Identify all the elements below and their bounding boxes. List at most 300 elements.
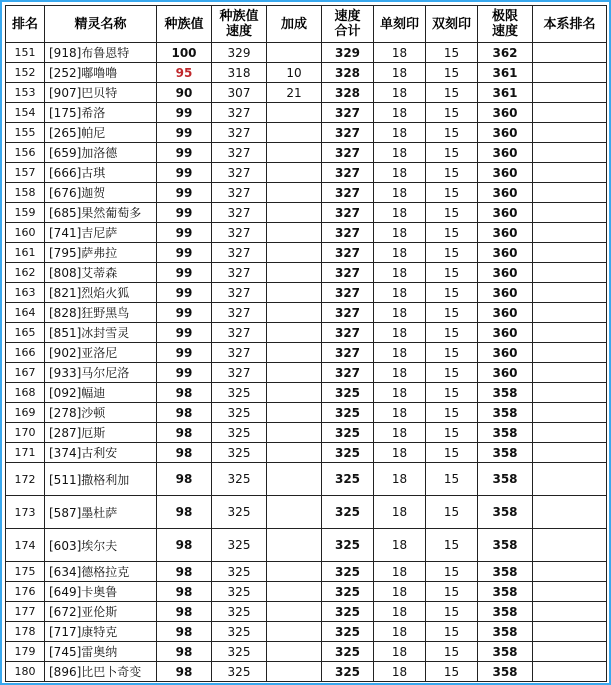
cell-double-mark: 15	[426, 263, 478, 283]
cell-rank: 154	[6, 103, 45, 123]
cell-race-speed: 327	[212, 223, 267, 243]
cell-single-mark: 18	[374, 562, 426, 582]
cell-single-mark: 18	[374, 383, 426, 403]
table-row	[6, 163, 607, 183]
cell-bonus	[267, 403, 322, 423]
cell-race-speed: 327	[212, 303, 267, 323]
table-row	[6, 582, 607, 602]
cell-series-rank	[533, 163, 607, 183]
cell-speed-total: 325	[322, 562, 374, 582]
cell-double-mark: 15	[426, 83, 478, 103]
cell-race-value: 99	[157, 263, 212, 283]
cell-speed-total: 325	[322, 602, 374, 622]
cell-bonus	[267, 582, 322, 602]
cell-speed-total: 325	[322, 403, 374, 423]
cell-series-rank	[533, 443, 607, 463]
cell-race-value: 99	[157, 123, 212, 143]
cell-single-mark: 18	[374, 283, 426, 303]
cell-race-speed: 327	[212, 283, 267, 303]
cell-race-value: 98	[157, 529, 212, 562]
cell-series-rank	[533, 303, 607, 323]
cell-rank: 152	[6, 63, 45, 83]
cell-single-mark: 18	[374, 243, 426, 263]
cell-max-speed: 360	[478, 143, 533, 163]
cell-bonus	[267, 283, 322, 303]
cell-race-value: 98	[157, 443, 212, 463]
cell-max-speed: 360	[478, 283, 533, 303]
cell-series-rank	[533, 263, 607, 283]
cell-max-speed: 358	[478, 423, 533, 443]
cell-series-rank	[533, 243, 607, 263]
cell-bonus	[267, 383, 322, 403]
cell-series-rank	[533, 103, 607, 123]
cell-speed-total: 325	[322, 529, 374, 562]
cell-max-speed: 360	[478, 223, 533, 243]
cell-race-value: 98	[157, 403, 212, 423]
table-row	[6, 143, 607, 163]
cell-bonus	[267, 562, 322, 582]
cell-bonus	[267, 363, 322, 383]
cell-name: [896]比巴卜奇变	[45, 662, 157, 682]
cell-single-mark: 18	[374, 642, 426, 662]
cell-speed-total: 325	[322, 443, 374, 463]
speed-ranking-table	[5, 5, 607, 682]
cell-double-mark: 15	[426, 43, 478, 63]
cell-double-mark: 15	[426, 123, 478, 143]
cell-rank: 178	[6, 622, 45, 642]
cell-rank: 170	[6, 423, 45, 443]
cell-race-speed: 327	[212, 143, 267, 163]
cell-race-speed: 325	[212, 443, 267, 463]
cell-bonus	[267, 496, 322, 529]
cell-name: [717]康特克	[45, 622, 157, 642]
cell-race-speed: 327	[212, 363, 267, 383]
header-row	[6, 6, 607, 43]
cell-speed-total: 327	[322, 163, 374, 183]
table-row	[6, 363, 607, 383]
cell-name: [511]撒格利加	[45, 463, 157, 496]
cell-single-mark: 18	[374, 602, 426, 622]
cell-single-mark: 18	[374, 529, 426, 562]
cell-double-mark: 15	[426, 163, 478, 183]
cell-series-rank	[533, 43, 607, 63]
table-row	[6, 303, 607, 323]
cell-rank: 158	[6, 183, 45, 203]
header-rank: 排名	[6, 6, 45, 43]
table-row	[6, 103, 607, 123]
cell-bonus	[267, 103, 322, 123]
cell-max-speed: 358	[478, 602, 533, 622]
cell-speed-total: 328	[322, 83, 374, 103]
cell-bonus	[267, 143, 322, 163]
cell-race-value: 99	[157, 323, 212, 343]
cell-single-mark: 18	[374, 83, 426, 103]
cell-speed-total: 327	[322, 323, 374, 343]
cell-double-mark: 15	[426, 363, 478, 383]
cell-single-mark: 18	[374, 263, 426, 283]
cell-rank: 172	[6, 463, 45, 496]
cell-rank: 162	[6, 263, 45, 283]
cell-max-speed: 360	[478, 263, 533, 283]
table-row	[6, 323, 607, 343]
cell-rank: 161	[6, 243, 45, 263]
cell-name: [092]幅迪	[45, 383, 157, 403]
cell-max-speed: 358	[478, 662, 533, 682]
table-row	[6, 263, 607, 283]
cell-bonus	[267, 43, 322, 63]
cell-race-speed: 307	[212, 83, 267, 103]
cell-single-mark: 18	[374, 323, 426, 343]
cell-speed-total: 327	[322, 143, 374, 163]
table-row	[6, 223, 607, 243]
cell-race-value: 98	[157, 662, 212, 682]
cell-rank: 157	[6, 163, 45, 183]
header-speed-total: 速度 合计	[322, 6, 374, 43]
cell-speed-total: 327	[322, 203, 374, 223]
cell-speed-total: 325	[322, 662, 374, 682]
cell-double-mark: 15	[426, 63, 478, 83]
cell-max-speed: 360	[478, 243, 533, 263]
table-row	[6, 622, 607, 642]
cell-name: [374]古利安	[45, 443, 157, 463]
cell-race-value: 99	[157, 343, 212, 363]
cell-series-rank	[533, 323, 607, 343]
cell-speed-total: 327	[322, 303, 374, 323]
cell-series-rank	[533, 123, 607, 143]
cell-rank: 171	[6, 443, 45, 463]
cell-bonus	[267, 263, 322, 283]
cell-series-rank	[533, 662, 607, 682]
cell-bonus	[267, 642, 322, 662]
cell-series-rank	[533, 383, 607, 403]
cell-double-mark: 15	[426, 582, 478, 602]
cell-race-value: 98	[157, 383, 212, 403]
cell-speed-total: 328	[322, 63, 374, 83]
cell-bonus	[267, 323, 322, 343]
cell-speed-total: 325	[322, 496, 374, 529]
header-double-mark: 双刻印	[426, 6, 478, 43]
cell-single-mark: 18	[374, 203, 426, 223]
cell-max-speed: 358	[478, 529, 533, 562]
cell-speed-total: 327	[322, 243, 374, 263]
cell-bonus: 21	[267, 83, 322, 103]
cell-name: [933]马尔尼洛	[45, 363, 157, 383]
cell-race-value: 98	[157, 423, 212, 443]
cell-single-mark: 18	[374, 103, 426, 123]
cell-max-speed: 360	[478, 203, 533, 223]
cell-rank: 164	[6, 303, 45, 323]
cell-max-speed: 360	[478, 103, 533, 123]
cell-name: [603]埃尔夫	[45, 529, 157, 562]
cell-bonus	[267, 423, 322, 443]
cell-series-rank	[533, 582, 607, 602]
table-row	[6, 383, 607, 403]
cell-name: [851]冰封雪灵	[45, 323, 157, 343]
cell-speed-total: 327	[322, 183, 374, 203]
cell-max-speed: 358	[478, 383, 533, 403]
cell-max-speed: 360	[478, 303, 533, 323]
cell-race-speed: 325	[212, 463, 267, 496]
cell-series-rank	[533, 343, 607, 363]
cell-race-speed: 327	[212, 243, 267, 263]
cell-max-speed: 358	[478, 562, 533, 582]
cell-name: [287]厄斯	[45, 423, 157, 443]
cell-rank: 160	[6, 223, 45, 243]
cell-race-speed: 325	[212, 496, 267, 529]
cell-max-speed: 360	[478, 363, 533, 383]
header-max-speed: 极限 速度	[478, 6, 533, 43]
cell-name: [902]亚洛尼	[45, 343, 157, 363]
cell-bonus	[267, 622, 322, 642]
cell-single-mark: 18	[374, 343, 426, 363]
cell-max-speed: 358	[478, 582, 533, 602]
header-bonus: 加成	[267, 6, 322, 43]
cell-double-mark: 15	[426, 529, 478, 562]
cell-double-mark: 15	[426, 602, 478, 622]
cell-name: [175]希洛	[45, 103, 157, 123]
cell-rank: 179	[6, 642, 45, 662]
cell-race-speed: 327	[212, 203, 267, 223]
cell-speed-total: 325	[322, 383, 374, 403]
cell-bonus	[267, 443, 322, 463]
cell-bonus	[267, 343, 322, 363]
cell-series-rank	[533, 223, 607, 243]
cell-rank: 153	[6, 83, 45, 103]
cell-speed-total: 325	[322, 463, 374, 496]
cell-series-rank	[533, 496, 607, 529]
cell-race-speed: 327	[212, 323, 267, 343]
header-race-value: 种族值	[157, 6, 212, 43]
cell-single-mark: 18	[374, 423, 426, 443]
cell-single-mark: 18	[374, 443, 426, 463]
cell-rank: 167	[6, 363, 45, 383]
cell-single-mark: 18	[374, 622, 426, 642]
cell-race-value: 98	[157, 463, 212, 496]
cell-race-value: 95	[157, 63, 212, 83]
cell-race-value: 98	[157, 642, 212, 662]
cell-double-mark: 15	[426, 283, 478, 303]
table-row	[6, 63, 607, 83]
cell-race-speed: 325	[212, 403, 267, 423]
cell-series-rank	[533, 423, 607, 443]
cell-race-speed: 327	[212, 103, 267, 123]
cell-single-mark: 18	[374, 123, 426, 143]
cell-name: [795]萨弗拉	[45, 243, 157, 263]
cell-bonus	[267, 123, 322, 143]
cell-double-mark: 15	[426, 243, 478, 263]
cell-name: [918]布鲁恩特	[45, 43, 157, 63]
cell-name: [672]亚伦斯	[45, 602, 157, 622]
cell-race-value: 99	[157, 203, 212, 223]
cell-race-speed: 327	[212, 163, 267, 183]
cell-series-rank	[533, 83, 607, 103]
cell-race-speed: 325	[212, 383, 267, 403]
cell-max-speed: 360	[478, 163, 533, 183]
cell-race-value: 98	[157, 602, 212, 622]
cell-race-speed: 325	[212, 622, 267, 642]
header-series-rank: 本系排名	[533, 6, 607, 43]
cell-single-mark: 18	[374, 662, 426, 682]
cell-rank: 159	[6, 203, 45, 223]
cell-speed-total: 327	[322, 123, 374, 143]
cell-series-rank	[533, 183, 607, 203]
cell-race-speed: 325	[212, 529, 267, 562]
cell-speed-total: 327	[322, 263, 374, 283]
cell-speed-total: 329	[322, 43, 374, 63]
cell-rank: 177	[6, 602, 45, 622]
cell-name: [808]艾蒂森	[45, 263, 157, 283]
cell-name: [634]德格拉克	[45, 562, 157, 582]
cell-race-speed: 325	[212, 562, 267, 582]
table-row	[6, 183, 607, 203]
cell-single-mark: 18	[374, 303, 426, 323]
cell-race-value: 99	[157, 363, 212, 383]
cell-speed-total: 327	[322, 223, 374, 243]
cell-rank: 166	[6, 343, 45, 363]
cell-speed-total: 325	[322, 423, 374, 443]
cell-single-mark: 18	[374, 63, 426, 83]
cell-single-mark: 18	[374, 183, 426, 203]
cell-bonus	[267, 223, 322, 243]
cell-rank: 169	[6, 403, 45, 423]
cell-double-mark: 15	[426, 423, 478, 443]
cell-max-speed: 360	[478, 123, 533, 143]
cell-series-rank	[533, 642, 607, 662]
table-row	[6, 83, 607, 103]
cell-speed-total: 327	[322, 363, 374, 383]
table-row	[6, 463, 607, 496]
table-row	[6, 443, 607, 463]
cell-max-speed: 358	[478, 622, 533, 642]
cell-race-value: 99	[157, 283, 212, 303]
cell-bonus	[267, 163, 322, 183]
cell-race-value: 98	[157, 582, 212, 602]
cell-race-speed: 327	[212, 123, 267, 143]
cell-max-speed: 358	[478, 496, 533, 529]
cell-race-value: 98	[157, 622, 212, 642]
cell-max-speed: 358	[478, 642, 533, 662]
cell-max-speed: 358	[478, 443, 533, 463]
cell-race-speed: 325	[212, 582, 267, 602]
cell-max-speed: 360	[478, 343, 533, 363]
table-row	[6, 562, 607, 582]
cell-race-speed: 325	[212, 602, 267, 622]
cell-bonus	[267, 529, 322, 562]
cell-rank: 168	[6, 383, 45, 403]
cell-single-mark: 18	[374, 363, 426, 383]
cell-name: [587]墨杜萨	[45, 496, 157, 529]
table-row	[6, 496, 607, 529]
cell-race-speed: 327	[212, 263, 267, 283]
cell-speed-total: 325	[322, 642, 374, 662]
table-row	[6, 662, 607, 682]
cell-speed-total: 327	[322, 343, 374, 363]
table-row	[6, 403, 607, 423]
cell-series-rank	[533, 463, 607, 496]
cell-single-mark: 18	[374, 403, 426, 423]
cell-max-speed: 361	[478, 63, 533, 83]
cell-speed-total: 327	[322, 283, 374, 303]
cell-name: [741]吉尼萨	[45, 223, 157, 243]
cell-series-rank	[533, 622, 607, 642]
cell-series-rank	[533, 602, 607, 622]
cell-single-mark: 18	[374, 143, 426, 163]
cell-name: [685]果然葡萄多	[45, 203, 157, 223]
cell-double-mark: 15	[426, 463, 478, 496]
cell-race-speed: 325	[212, 662, 267, 682]
cell-name: [828]狂野黑鸟	[45, 303, 157, 323]
cell-race-value: 99	[157, 303, 212, 323]
cell-double-mark: 15	[426, 223, 478, 243]
cell-bonus: 10	[267, 63, 322, 83]
cell-race-value: 90	[157, 83, 212, 103]
header-race-speed: 种族值 速度	[212, 6, 267, 43]
cell-race-value: 100	[157, 43, 212, 63]
cell-series-rank	[533, 283, 607, 303]
cell-double-mark: 15	[426, 343, 478, 363]
cell-max-speed: 358	[478, 403, 533, 423]
cell-name: [278]沙顿	[45, 403, 157, 423]
cell-name: [907]巴贝特	[45, 83, 157, 103]
cell-speed-total: 325	[322, 582, 374, 602]
cell-series-rank	[533, 143, 607, 163]
cell-bonus	[267, 662, 322, 682]
cell-race-speed: 327	[212, 183, 267, 203]
cell-rank: 174	[6, 529, 45, 562]
cell-race-value: 99	[157, 223, 212, 243]
cell-double-mark: 15	[426, 562, 478, 582]
cell-bonus	[267, 183, 322, 203]
cell-rank: 173	[6, 496, 45, 529]
table-row	[6, 423, 607, 443]
cell-double-mark: 15	[426, 443, 478, 463]
cell-series-rank	[533, 403, 607, 423]
cell-max-speed: 361	[478, 83, 533, 103]
cell-rank: 180	[6, 662, 45, 682]
cell-rank: 175	[6, 562, 45, 582]
cell-series-rank	[533, 203, 607, 223]
cell-rank: 156	[6, 143, 45, 163]
cell-name: [265]帕尼	[45, 123, 157, 143]
cell-race-speed: 325	[212, 423, 267, 443]
cell-single-mark: 18	[374, 223, 426, 243]
cell-double-mark: 15	[426, 203, 478, 223]
cell-max-speed: 362	[478, 43, 533, 63]
cell-name: [659]加洛德	[45, 143, 157, 163]
cell-race-speed: 318	[212, 63, 267, 83]
cell-bonus	[267, 303, 322, 323]
cell-single-mark: 18	[374, 582, 426, 602]
cell-double-mark: 15	[426, 323, 478, 343]
table-row	[6, 529, 607, 562]
cell-name: [666]古琪	[45, 163, 157, 183]
cell-rank: 165	[6, 323, 45, 343]
cell-series-rank	[533, 529, 607, 562]
cell-rank: 176	[6, 582, 45, 602]
cell-max-speed: 358	[478, 463, 533, 496]
cell-double-mark: 15	[426, 496, 478, 529]
cell-race-value: 99	[157, 183, 212, 203]
cell-race-value: 99	[157, 103, 212, 123]
cell-race-speed: 325	[212, 642, 267, 662]
cell-race-value: 98	[157, 562, 212, 582]
cell-double-mark: 15	[426, 642, 478, 662]
cell-race-speed: 327	[212, 343, 267, 363]
cell-bonus	[267, 602, 322, 622]
cell-double-mark: 15	[426, 622, 478, 642]
cell-double-mark: 15	[426, 662, 478, 682]
cell-name: [745]雷奥纳	[45, 642, 157, 662]
